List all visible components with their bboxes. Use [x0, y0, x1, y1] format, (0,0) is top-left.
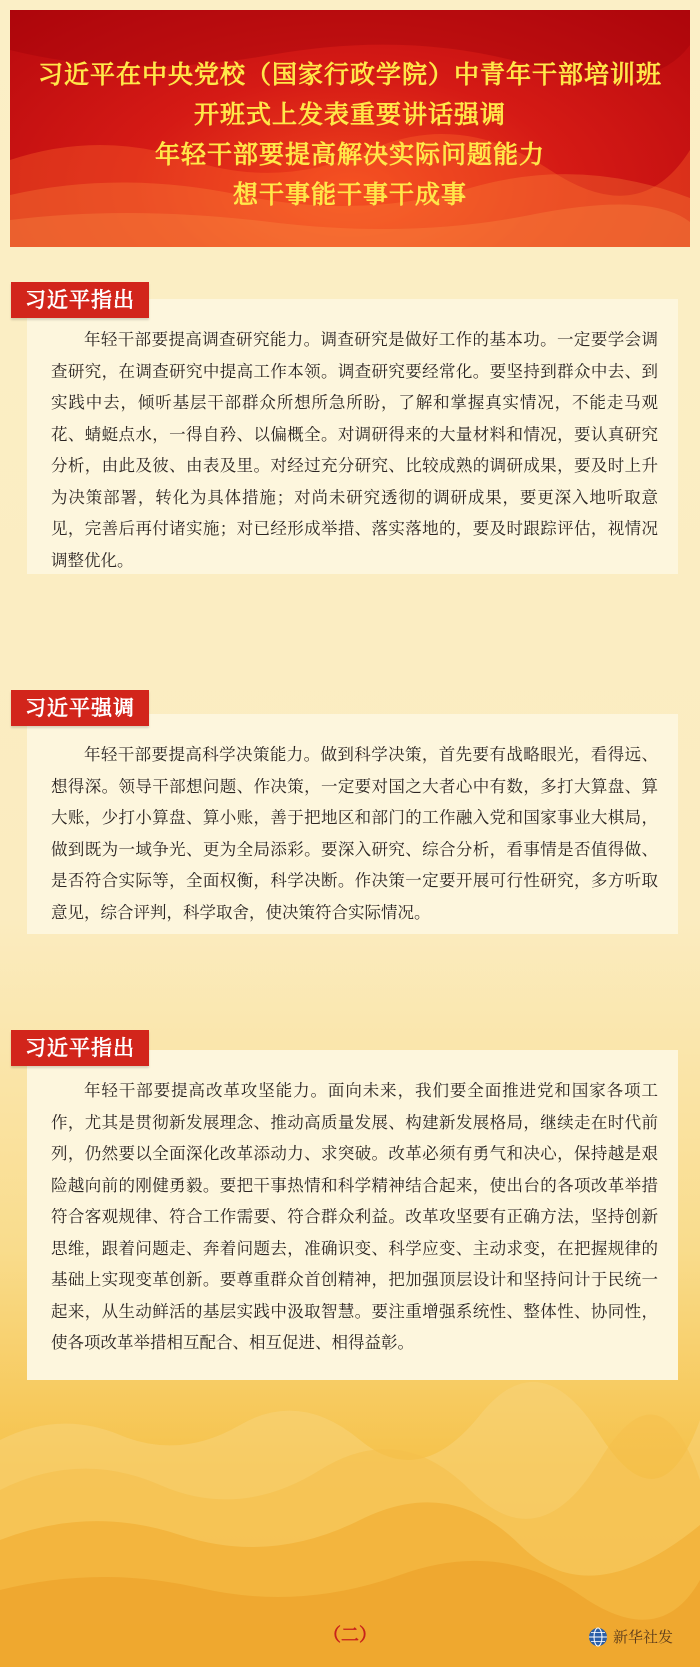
header-banner — [10, 10, 690, 247]
section-2-text: 年轻干部要提高科学决策能力。做到科学决策，首先要有战略眼光，看得远、想得深。领导干部想问题、作决策，一定要对国之大者心中有数，多打大算盘、算大账，少打小算盘、算小账，善于把地区和部门的工作融入党和国家事业大棋局，做到既为一域争光、更为全局添彩。要深入研究、综合分析，看事情是否值得做、是否符合实际等，全面权衡，科学决断。作决策一定要开展可行性研究，多方听取意见，综合评判，科学取舍，使决策符合实际情况。 — [51, 745, 658, 922]
section-1-box — [27, 299, 678, 574]
section-3-tag: 习近平指出 — [11, 1030, 149, 1066]
section-3-text: 年轻干部要提高改革攻坚能力。面向未来，我们要全面推进党和国家各项工作，尤其是贯彻新发展理念、推动高质量发展、构建新发展格局，继续走在时代前列，仍然要以全面深化改革添动力、求突破。改革必须有勇气和决心，保持越是艰险越向前的刚健勇毅。要把干事热情和科学精神结合起来，使出台的各项改革举措符合客观规律、符合工作需要、符合群众利益。改革攻坚要有正确方法，坚持创新思维，跟着问题走、奔着问题去，准确识变、科学应变、主动求变，在把握规律的基础上实现变革创新。要尊重群众首创精神，把加强顶层设计和坚持问计于民统一起来，从生动鲜活的基层实践中汲取智慧。要注重增强系统性、整体性、协同性，使各项改革举措相互配合、相互促进、相得益彰。 — [51, 1081, 658, 1352]
page-number-label: （二） — [323, 1625, 377, 1646]
title-line-1: 习近平在中央党校（国家行政学院）中青年干部培训班 — [37, 60, 662, 89]
title-line-2: 开班式上发表重要讲话强调 — [193, 100, 506, 129]
page-title — [10, 55, 690, 215]
section-2-tag: 习近平强调 — [11, 690, 149, 726]
xinhua-globe-icon — [588, 1627, 608, 1647]
title-line-3: 年轻干部要提高解决实际问题能力 — [154, 140, 545, 169]
xinhua-logo-text: 新华社发 — [613, 1628, 674, 1646]
title-line-4: 想干事能干事干成事 — [232, 180, 467, 209]
section-1-tag: 习近平指出 — [11, 282, 149, 318]
section-2-box — [27, 714, 678, 934]
xinhua-logo — [588, 1625, 673, 1649]
section-1-text: 年轻干部要提高调查研究能力。调查研究是做好工作的基本功。一定要学会调查研究，在调查研究中提高工作本领。调查研究要经常化。要坚持到群众中去、到实践中去，倾听基层干部群众所想所急所盼，了解和掌握真实情况，不能走马观花、蜻蜓点水，一得自矜、以偏概全。对调研得来的大量材料和情况，要认真研究分析，由此及彼、由表及里。对经过充分研究、比较成熟的调研成果，要及时上升为决策部署，转化为具体措施；对尚未研究透彻的调研成果，要更深入地听取意见，完善后再付诸实施；对已经形成举措、落实落地的，要及时跟踪评估，视情况调整优化。 — [51, 330, 658, 570]
section-3-box — [27, 1050, 678, 1380]
